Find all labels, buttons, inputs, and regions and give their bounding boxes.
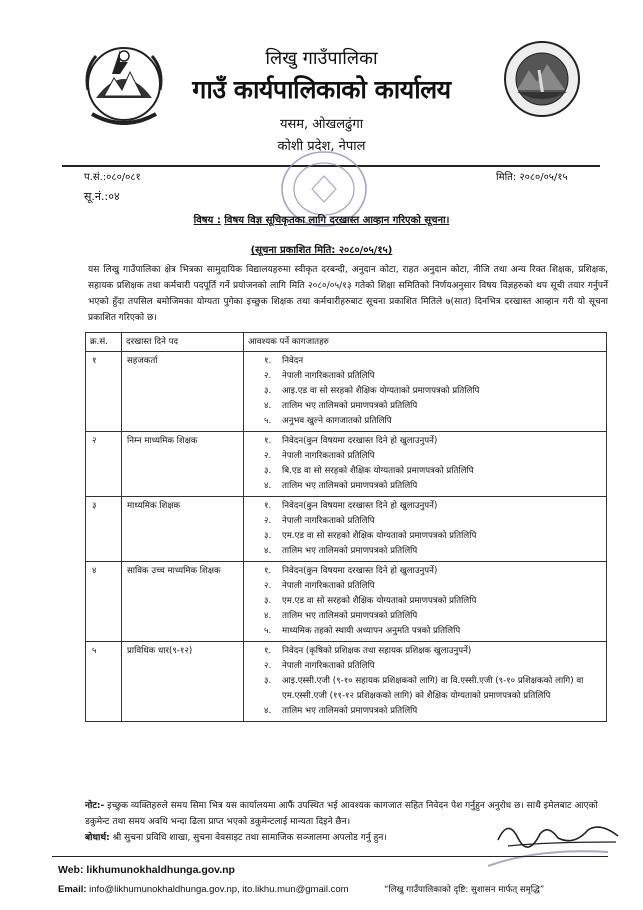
row-docs [244, 497, 607, 562]
document-number: १. [264, 646, 272, 656]
document-text: नेपाली नागरिकताको प्रतिलिपि [282, 451, 375, 461]
document-item [248, 609, 602, 624]
document-item [248, 449, 602, 464]
document-item [248, 659, 602, 674]
cn-value: ०४ [108, 190, 120, 203]
website [58, 864, 235, 876]
row-sn: २ [86, 432, 122, 497]
row-docs [244, 562, 607, 642]
document-text: एम.एड वा सो सरहको शैक्षिक योग्यताको प्रमाणपत्रको प्रतिलिपि [282, 596, 477, 606]
document-text: आइ.एस्सी.एजी (९-१० सहायक प्रशिक्षकको लागि) वा वि.एस्सी.एजी (९-१० प्रशिक्षकको लागि) वा एम.एस्सी.एजी (११-१२ प्रशिक्षकको लागि) को शैक्षिक योग्यताको प्रमाणपत्रको प्रतिलिपि [282, 676, 584, 701]
address-line-1: यसम, ओखलढुंगा [279, 117, 364, 132]
municipality-name: लिखु गाउँपालिका [265, 48, 378, 69]
document-item [248, 354, 602, 369]
document-number: ५. [264, 626, 272, 636]
document-item [248, 624, 602, 639]
note-label: नोट:- [85, 801, 105, 811]
slogan: “लिखु गाउँपालिकाको दृष्टि: सुशासन मार्फत् समृद्धि” [384, 885, 545, 895]
address-line-2: कोशी प्रदेश, नेपाल [277, 139, 366, 154]
row-post: प्राविधिक धार(९-१२) [122, 642, 244, 722]
document-text: नेपाली नागरिकताको प्रतिलिपि [282, 661, 375, 671]
published-date-line: (सूचना प्रकाशित मिति: २०८०/०५/१५) [250, 245, 393, 256]
document-text: बि.एड वा सो सरहको शैक्षिक योग्यताको प्रमाणपत्रको प्रतिलिपि [282, 466, 474, 476]
header-post: दरखास्त दिने पद [122, 333, 244, 352]
document-number: १. [264, 436, 272, 446]
dispatch-number [84, 189, 120, 204]
row-post: निम्न माध्यमिक शिक्षक [122, 432, 244, 497]
document-number: ४. [264, 481, 272, 491]
office-title: गाउँ कार्यपालिकाको कार्यालय [192, 75, 451, 104]
header-docs: आवश्यक पर्ने कागजातहरु [244, 333, 607, 352]
document-number: ४. [264, 706, 272, 716]
document-number: ४. [264, 546, 272, 556]
footer-divider [52, 856, 608, 857]
document-item [248, 499, 602, 514]
document-number: १. [264, 566, 272, 576]
document-item [248, 564, 602, 579]
document-number: ३. [264, 386, 272, 396]
document-text: तालिम भए तालिमको प्रमाणपत्रको प्रतिलिपि [282, 546, 418, 556]
document-item [248, 579, 602, 594]
document-number: १. [264, 356, 272, 366]
info-label: बोधार्थ: [85, 833, 110, 843]
subject-text: विषय विज्ञ सूचिकृतका लागि दरखास्त आव्हान गरिएको सूचना। [224, 215, 450, 226]
document-item [248, 674, 602, 704]
subject-label: विषय : [193, 215, 221, 226]
document-text: नेपाली नागरिकताको प्रतिलिपि [282, 371, 375, 381]
document-text: तालिम भए तालिमको प्रमाणपत्रको प्रतिलिपि [282, 611, 418, 621]
document-text: तालिम भए तालिमको प्रमाणपत्रको प्रतिलिपि [282, 481, 418, 491]
document-number: ५. [264, 416, 272, 426]
document-text: निवेदन(कुन विषयमा दरखास्त दिने हो खुलाउनुपर्ने) [282, 436, 438, 446]
row-post: सहजकर्ता [122, 352, 244, 432]
reference-number [84, 169, 141, 183]
table-row [86, 562, 607, 642]
document-number: ३. [264, 466, 272, 476]
document-number: २. [264, 371, 272, 381]
web-label: Web: [58, 864, 84, 876]
document-text: निवेदन (कृषिको प्रशिक्षक तथा सहायक प्रशिक्षक खुलाउनुपर्ने) [282, 646, 472, 656]
email [58, 884, 349, 895]
table-row [86, 642, 607, 722]
document-item [248, 399, 602, 414]
table-row [86, 352, 607, 432]
document-item [248, 514, 602, 529]
requirements-table [85, 332, 607, 722]
document-number: ३. [264, 676, 272, 686]
row-sn: ५ [86, 642, 122, 722]
row-sn: ३ [86, 497, 122, 562]
row-post: साविक उच्च माध्यमिक शिक्षक [122, 562, 244, 642]
document-number: २. [264, 516, 272, 526]
document-number: २. [264, 451, 272, 461]
row-docs [244, 642, 607, 722]
signature-icon [478, 812, 628, 872]
row-docs [244, 352, 607, 432]
document-text: तालिम भए तालिमको प्रमाणपत्रको प्रतिलिपि [282, 706, 418, 716]
document-item [248, 434, 602, 449]
date-value: २०८०/०५/१५ [519, 172, 568, 183]
document-item [248, 644, 602, 659]
document-number: ४. [264, 401, 272, 411]
document-item [248, 479, 602, 494]
document-text: अनुभव खुल्ने कागजातको प्रतिलिपि [282, 416, 392, 426]
document-item [248, 544, 602, 559]
document-item [248, 704, 602, 719]
document-item [248, 414, 602, 429]
ps-value: ०८०/०८१ [106, 172, 141, 183]
table-row [86, 497, 607, 562]
document-item [248, 369, 602, 384]
document-text: आइ.एड वा सो सरहको शैक्षिक योग्यताको प्रमाणपत्रको प्रतिलिपि [282, 386, 480, 396]
notice-date [496, 169, 568, 183]
web-link[interactable]: likhumunokhaldhunga.gov.np [86, 864, 235, 876]
note-text: इच्छुक व्यक्तिहरुले समय सिमा भित्र यस कार्यालयमा आफैं उपस्थित भई आवश्यक कागजात सहित निवेदन पेश गर्नुहुन अनुरोध छ। साथै इमेलबाट आएको डकुमेन्ट तथा समय अवधि भन्दा ढिला प्राप्त भएको डकुमेन्टलाई मान्यता दिइने छैन। [85, 801, 598, 827]
row-sn: ४ [86, 562, 122, 642]
table-row [86, 432, 607, 497]
document-number: २. [264, 661, 272, 671]
notice-subject [0, 212, 643, 226]
document-text: नेपाली नागरिकताको प्रतिलिपि [282, 581, 375, 591]
document-item [248, 464, 602, 479]
cn-label: सू.नं.: [84, 190, 109, 203]
ps-label: प.सं.: [84, 172, 107, 183]
row-sn: १ [86, 352, 122, 432]
document-text: निवेदन [282, 356, 304, 366]
notice-body: यस लिखु गाउँपालिका क्षेत्र भित्रका सामुदायिक विद्यालयहरुमा स्वीकृत दरबन्दी, अनुदान कोटा, राहत अनुदान कोटा, नीजि तथा अन्य रिक्त शिक्षक, प्रशिक्षक, सहायक प्रशिक्षक तथा कर्मचारी पदपूर्ति गर्ने प्रयोजनको लागि मिति २०८०/०५/१३ गतेको शिक्षा समितिको निर्णयअनुसार विषय विज्ञहरुको थप सूची तयार गर्नुपर्ने भएको हुँदा तपसिल बमोजिमका योग्यता पुगेका इच्छुक शिक्षक तथा कर्मचारीहरुबाट सूचना प्रकाशित मितिले ७(सात) दिनभित्र दरखास्त आव्हान गरी यो सूचना प्रकाशित गरिएको छ। [88, 265, 608, 323]
document-number: १. [264, 501, 272, 511]
document-text: तालिम भए तालिमको प्रमाणपत्रको प्रतिलिपि [282, 401, 418, 411]
document-number: ३. [264, 596, 272, 606]
row-docs [244, 432, 607, 497]
document-number: २. [264, 581, 272, 591]
header-sn: क्र.सं. [86, 333, 122, 352]
document-text: निवेदन(कुन विषयमा दरखास्त दिने हो खुलाउनुपर्ने) [282, 501, 438, 511]
document-text: माध्यमिक तहको स्थायी अध्यापन अनुमति पत्रको प्रतिलिपि [282, 626, 461, 636]
document-item [248, 529, 602, 544]
table-header-row [86, 333, 607, 352]
document-item [248, 594, 602, 609]
email-label: Email: [58, 884, 87, 895]
document-text: निवेदन(कुन विषयमा दरखास्त दिने हो खुलाउनुपर्ने) [282, 566, 438, 576]
document-item [248, 384, 602, 399]
row-post: माध्यमिक शिक्षक [122, 497, 244, 562]
email-link[interactable]: info@likhumunokhaldhunga.gov.np, ito.likhu.mun@gmail.com [89, 884, 349, 895]
info-text: श्री सुचना प्रविधि शाखा, सुचना वेवसाइट तथा सामाजिक सञ्जालमा अपलोड गर्नु हुन। [112, 833, 387, 843]
document-text: एम.एड वा सो सरहको शैक्षिक योग्यताको प्रमाणपत्रको प्रतिलिपि [282, 531, 477, 541]
document-text: नेपाली नागरिकताको प्रतिलिपि [282, 516, 375, 526]
date-label: मिति: [496, 172, 517, 183]
document-number: ३. [264, 531, 272, 541]
document-number: ४. [264, 611, 272, 621]
